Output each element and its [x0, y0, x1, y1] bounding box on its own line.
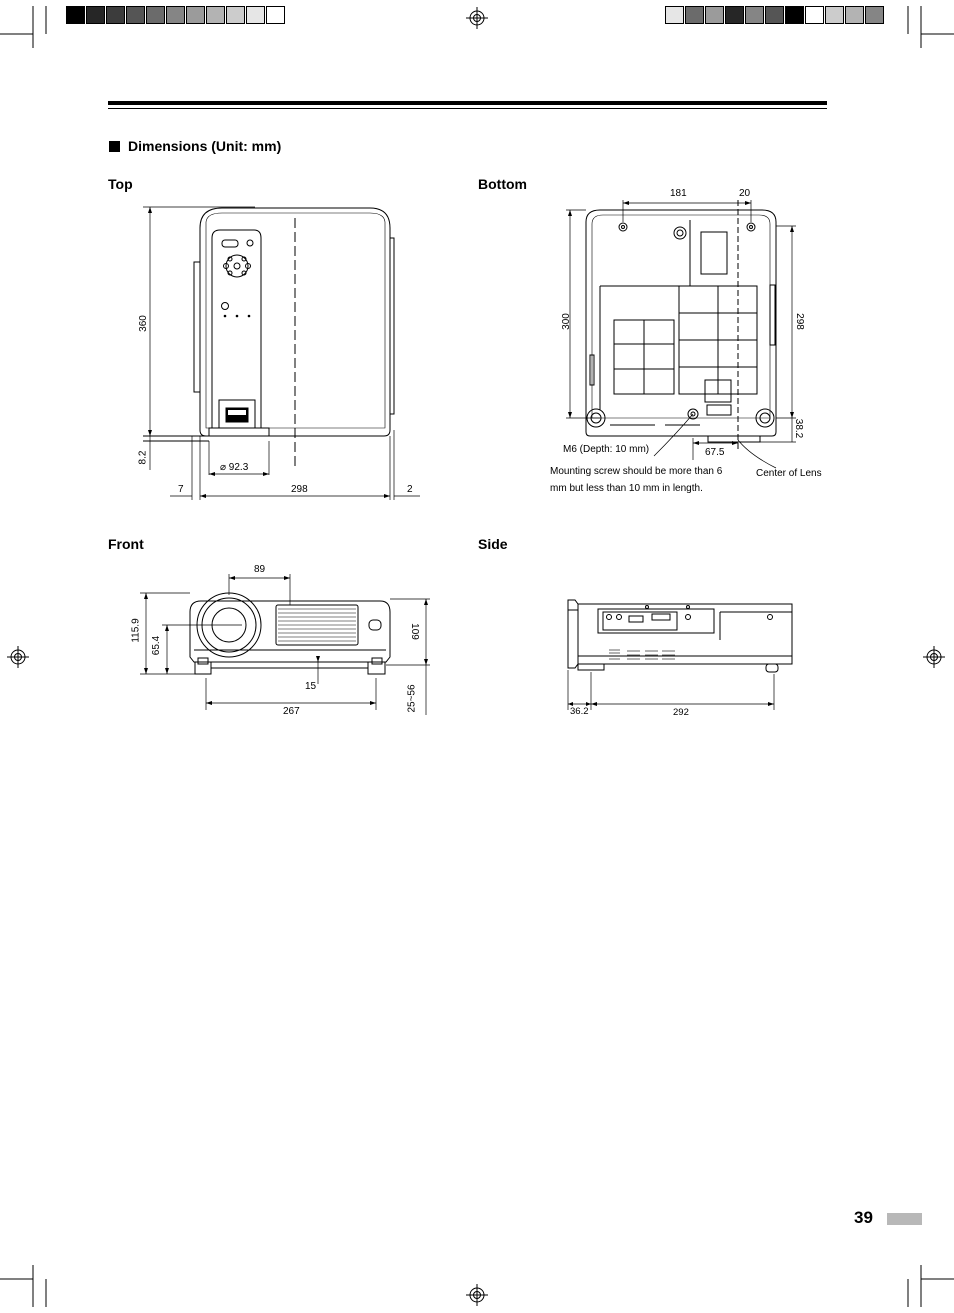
view-title-top: Top [108, 176, 133, 192]
side-dim-36-2: 36.2 [570, 706, 589, 717]
front-dim-89: 89 [254, 564, 266, 575]
front-dim-15: 15 [305, 681, 317, 692]
bottom-dim-298: 298 [793, 313, 805, 330]
side-dim-292: 292 [673, 707, 689, 718]
bottom-dim-38-2: 38.2 [793, 418, 805, 439]
top-dim-360: 360 [137, 315, 149, 332]
front-dim-109: 109 [408, 623, 420, 640]
front-dim-115-9: 115.9 [130, 618, 142, 643]
top-dim-2: 2 [407, 484, 413, 495]
front-dim-foot-range: 25~56 [406, 684, 418, 713]
bottom-screw-note-line2: mm but less than 10 mm in length. [550, 483, 703, 494]
page-number: 39 [854, 1208, 873, 1227]
top-dim-lens-diameter: ⌀ 92.3 [220, 462, 249, 473]
view-title-bottom: Bottom [478, 176, 527, 192]
section-heading: Dimensions (Unit: mm) [128, 138, 282, 154]
front-dim-65-4: 65.4 [151, 635, 163, 656]
page-tab-marker [887, 1213, 922, 1225]
bottom-dim-181: 181 [670, 188, 687, 199]
bottom-lens-center-label: Center of Lens [756, 468, 822, 479]
view-title-front: Front [108, 536, 144, 552]
view-title-side: Side [478, 536, 508, 552]
bottom-dim-67-5: 67.5 [705, 447, 725, 458]
bottom-screw-label: M6 (Depth: 10 mm) [563, 444, 650, 455]
front-dim-267: 267 [283, 706, 300, 717]
bottom-dim-300: 300 [560, 313, 572, 330]
bottom-dim-20: 20 [739, 188, 751, 199]
top-dim-8-2: 8.2 [137, 450, 149, 465]
top-dim-7: 7 [178, 484, 184, 495]
bottom-screw-note-line1: Mounting screw should be more than 6 [550, 466, 723, 477]
top-dim-298: 298 [291, 484, 308, 495]
